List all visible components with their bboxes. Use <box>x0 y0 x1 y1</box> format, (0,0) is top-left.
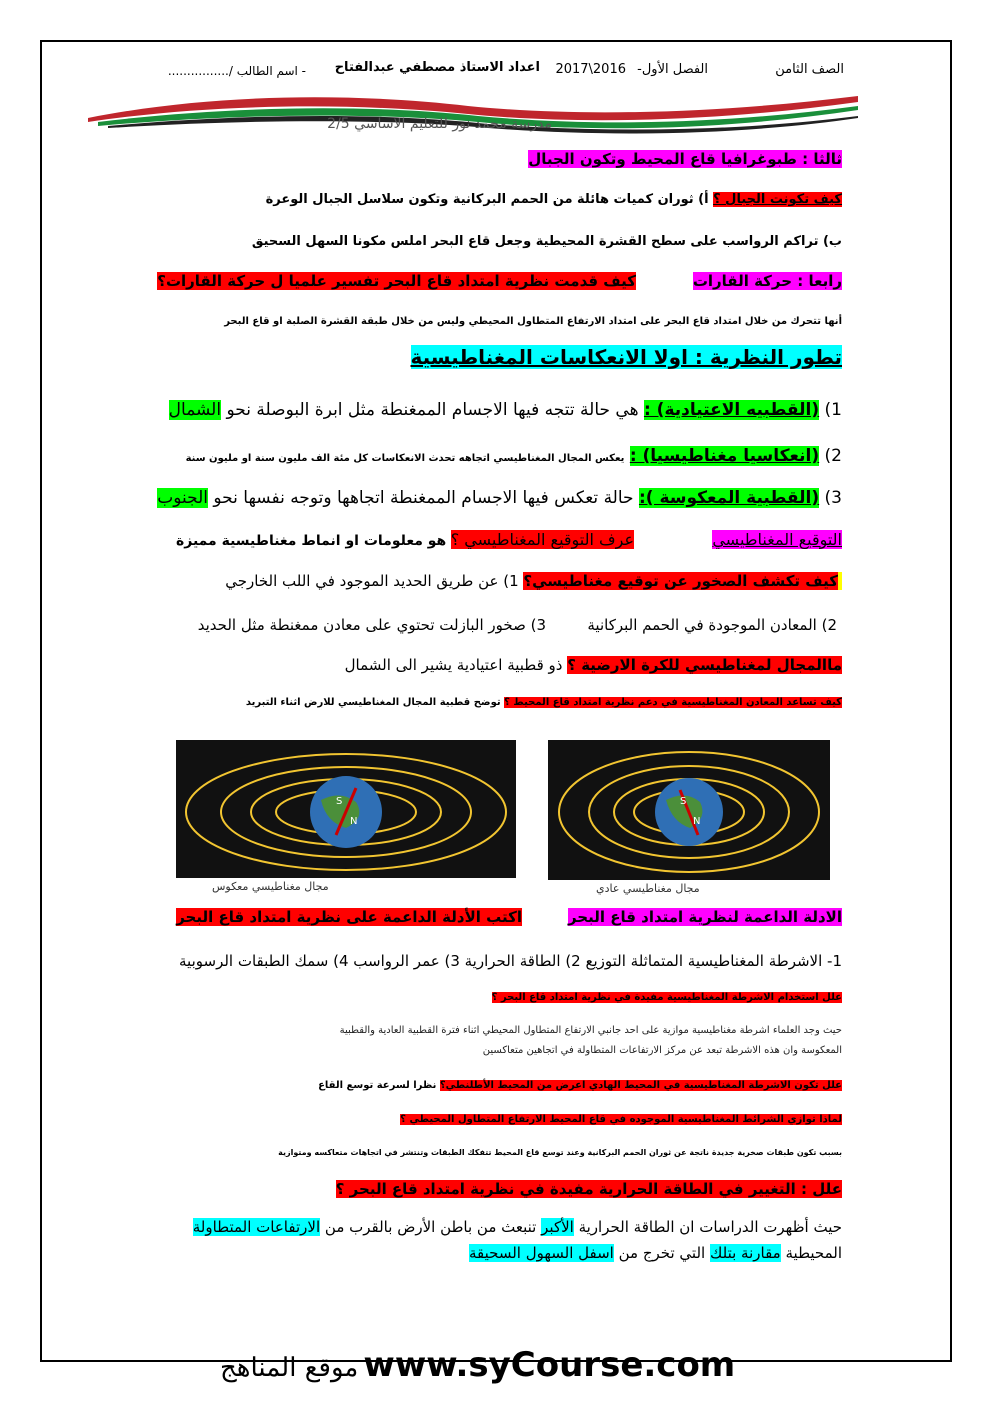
header-term: الفصل الأول- <box>637 62 708 77</box>
section3-q1: كيف تكونت الجبال ؟ <box>713 192 842 207</box>
signature-q-line <box>176 530 634 549</box>
evidence-a1-l2: المعكوسة وان هذه الاشرطة تبعد عن مركز الارتفاعات المتطاولة في اتجاهين متعاكسين <box>482 1045 842 1056</box>
evidence-list: 1- الاشرطة المغناطيسية المتماثلة التوزيع 2) الطاقة الحرارية 3) عمر الرواسب 4) سمك الطبقات الرسوبية <box>179 952 842 970</box>
section3-b1: ب) تراكم الرواسب على سطح القشرة المحيطية وجعل قاع البحر املس مكونا السهل السحيق <box>251 234 842 249</box>
evidence-q-line <box>176 908 522 926</box>
signature-q3-line <box>345 656 842 674</box>
evidence-a4-line2: المحيطية مقارنة بتلك التي تخرج من اسفل السهول السحيقة <box>468 1244 842 1262</box>
signature-q4-line <box>246 697 842 708</box>
footer-url[interactable]: www.syCourse.com <box>363 1345 736 1385</box>
normal-field-caption: مجال مغناطيسي عادي <box>596 882 700 895</box>
evidence-q2: علل تكون الاشرطة المغناطيسية في المحيط الهادي اعرض من المحيط الأطلنطي؟ <box>439 1080 842 1091</box>
section3-q1-line <box>266 192 842 207</box>
reversed-field-image <box>176 740 516 878</box>
evidence-q4-line <box>336 1180 842 1198</box>
normal-field-image <box>548 740 830 880</box>
signature-a3: ذو قطبية اعتيادية يشير الى الشمال <box>344 656 563 674</box>
signature-title-line <box>712 530 842 549</box>
section4-title: رابعا : حركة القارات <box>692 272 842 290</box>
theory-item-3: 3) (القطبية المعكوسة ): حالة تعكس فيها الاجسام الممغنطة اتجاهها وتوجه نفسها نحو الجنوب <box>157 488 842 508</box>
pole-n-right: N <box>693 816 701 827</box>
theory-item-2: 2) (انعكاسيا مغناطيسيا) : يعكس المجال المغناطيسي اتجاهه تحدث الانعكاسات كل مئة الف مليون سنة او مليون سنة <box>185 446 842 466</box>
footer <box>220 1345 735 1385</box>
evidence-a1-l1: حيث وجد العلماء اشرطة مغناطيسية موازية على احد جانبي الارتفاع المتطاول المحيطي اثناء فترة القطبية العادية والقطبية <box>339 1025 842 1036</box>
signature-q2-line <box>225 572 842 590</box>
footer-label: موقع المناهج <box>220 1353 359 1383</box>
signature-q3: ماالمجال لمغناطيسي للكرة الارضية ؟ <box>567 656 842 674</box>
evidence-q3: لماذا توازي الشرائط المغناطيسية الموجوده في قاع المحيط الارتفاع المتطاول المحيطي ؟ <box>400 1114 842 1125</box>
section4-a: أنها تتحرك من خلال امتداد قاع البحر على امتداد الارتفاع المتطاول المحيطي وليس من خلال طبقة القشرة الصلبة او قاع البحر <box>224 316 842 327</box>
theory-item-1: 1) (القطبيه الاعتيادية) : هي حالة تتجه فيها الاجسام الممغنطة مثل ابرة البوصلة نحو الشمال <box>168 400 842 420</box>
signature-a4: توضح قطبية المجال المغناطيسي للارض اثناء التبريد <box>245 697 501 708</box>
header-year: 2017\2016 <box>555 62 626 77</box>
evidence-a2: نظرا لسرعة توسع القاع <box>318 1080 437 1091</box>
header-author: اعداد الاستاذ مصطفي عبدالفتاح <box>334 60 540 75</box>
section3-title: ثالثا : طبوغرافيا قاع المحيط وتكون الجبال <box>528 150 842 168</box>
signature-a2-3: 3) صخور البازلت تحتوي على معادن ممغنطة مثل الحديد <box>197 616 546 634</box>
signature-q2: كيف تكشف الصخور عن توقيع مغناطيسي؟ <box>523 572 842 590</box>
pole-s-left: S <box>336 796 343 807</box>
signature-a: هو معلومات او انماط مغناطيسية مميزة <box>175 533 447 549</box>
evidence-q1: علل استخدام الاشرطة المغناطيسية مفيدة في نظرية امتداد قاع البحر ؟ <box>491 992 842 1003</box>
evidence-title-line <box>568 908 842 926</box>
signature-q: عرف التوقيع المغناطيسي ؟ <box>450 530 634 549</box>
signature-a2-2: 2) المعادن الموجودة في الحمم البركانية <box>587 616 837 634</box>
reversed-field-drawing <box>176 740 516 878</box>
evidence-a4-line1: حيث أظهرت الدراسات ان الطاقة الحرارية الأكبر تنبعث من باطن الأرض بالقرب من الارتفاعات المتطاولة <box>192 1218 842 1236</box>
signature-title: التوقيع المغناطيسي <box>712 530 842 549</box>
theory-title: تطور النظرية : اولا الانعكاسات المغناطيسية <box>410 345 842 369</box>
header-grade: الصف الثامن <box>775 62 844 77</box>
section4-q: كيف قدمت نظرية امتداد قاع البحر تفسير علميا ل حركة القارات؟ <box>157 272 636 290</box>
school-name: مدرسة محمد نور للتعليم الاساسي 2/5 <box>327 116 552 132</box>
normal-field-drawing <box>548 740 830 880</box>
header-student: - اسم الطالب /................ <box>167 64 306 78</box>
evidence-title: الادلة الداعمة لنظرية امتداد قاع البحر <box>567 908 842 926</box>
evidence-q1-line <box>492 992 842 1003</box>
pole-s-right: S <box>680 796 687 807</box>
section3-a1: أ) ثوران كميات هائلة من الحمم البركانية وتكون سلاسل الجبال الوعرة <box>265 192 709 207</box>
section4-title-line <box>693 272 842 290</box>
reversed-field-caption: مجال مغناطيسي معكوس <box>212 880 329 893</box>
signature-a2-1: 1) عن طريق الحديد الموجود في اللب الخارجي <box>225 572 519 590</box>
evidence-a3: بسبب تكون طبقات صخرية جديدة ناتجة عن ثوران الحمم البركانية وعند توسع قاع المحيط تتفكك الطبقات وتنتشر في اتجاهات متعاكسه ومتوازية <box>278 1148 842 1157</box>
evidence-q4: علل : التغيير في الطاقة الحرارية مفيدة في نظرية امتداد قاع البحر ؟ <box>335 1180 842 1198</box>
pole-n-left: N <box>350 816 358 827</box>
evidence-q3-line <box>400 1114 842 1125</box>
section4-q-line <box>157 272 636 290</box>
evidence-q2-line <box>318 1080 842 1091</box>
evidence-q: اكتب الأدلة الداعمة على نظرية امتداد قاع البحر <box>176 908 522 926</box>
signature-q4: كيف تساعد المعادن المغناطيسية في دعم نظرية امتداد قاع المحيط ؟ <box>504 697 842 708</box>
